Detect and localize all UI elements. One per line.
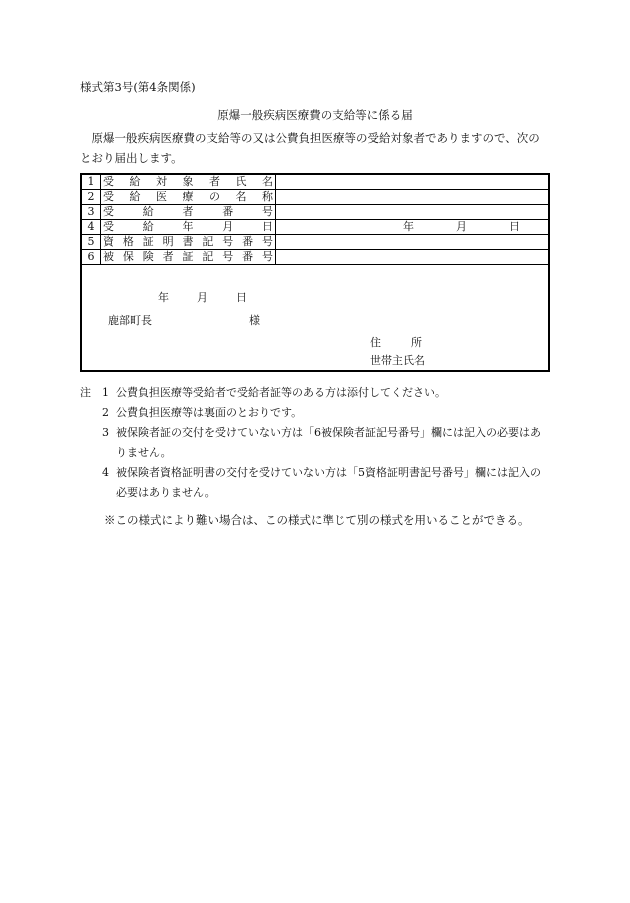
row-label-char: 給: [142, 205, 154, 218]
row-label-char: 保: [122, 250, 134, 263]
year-label: 年: [158, 291, 169, 304]
row-label-char: の: [209, 190, 220, 203]
day-label: 日: [236, 291, 247, 304]
row-label-char: 被: [103, 250, 114, 263]
row-label-char: 資: [103, 235, 114, 248]
row-label-char: 年: [182, 220, 194, 233]
year-label: 年: [403, 220, 414, 233]
address-label-char-1: 住: [370, 336, 381, 349]
row-number: 2: [82, 190, 101, 205]
row-label-char: 者: [162, 250, 174, 263]
intro-text: 原爆一般疾病医療費の支給等の又は公費負担医療等の受給対象者でありますので、次のとおり届出します。: [80, 131, 540, 165]
row-label-char: 号: [262, 205, 273, 218]
row-label-char: 険: [142, 250, 154, 263]
form-title: 原爆一般疾病医療費の支給等に係る届: [217, 108, 413, 122]
row-number: 4: [82, 220, 101, 235]
row-label-char: 番: [242, 250, 254, 263]
address-label[interactable]: [370, 334, 422, 350]
row-label: [101, 205, 276, 220]
row-label-char: 象: [182, 175, 194, 188]
row-label-char: 証: [182, 250, 194, 263]
row-label-char: 称: [262, 190, 273, 203]
note-text: 被保険者資格証明書の交付を受けていない方は「5資格証明書記号番号」欄には記入の必要はありません。: [116, 466, 541, 499]
note-text: 公費負担医療等は裏面のとおりです。: [116, 406, 303, 419]
row-label-char: 医: [156, 190, 167, 203]
form-box: [80, 173, 550, 372]
row-label-char: 月: [222, 220, 234, 233]
row-label-char: 療: [182, 190, 194, 203]
row-label-char: 受: [103, 175, 114, 188]
row-label-char: 番: [222, 205, 234, 218]
note-number: 1: [102, 386, 109, 399]
householder-name-label[interactable]: 世帯主氏名: [370, 354, 425, 367]
row-label-char: 給: [129, 175, 141, 188]
row-value-field[interactable]: [276, 175, 549, 190]
note-item: [80, 403, 550, 423]
row-label-char: 番: [242, 235, 254, 248]
form-table: [82, 175, 548, 265]
row-label-char: 日: [262, 220, 273, 233]
row-label-char: 格: [122, 235, 134, 248]
note-number: 4: [102, 466, 109, 479]
form-row-2: [82, 190, 548, 205]
note-prefix: [80, 403, 116, 423]
row-label-char: 号: [262, 250, 273, 263]
row-label: [101, 235, 276, 250]
row-label-char: 名: [235, 190, 247, 203]
note-mark: [80, 463, 102, 503]
note-mark: [80, 423, 102, 463]
row-label-char: 明: [162, 235, 174, 248]
form-row-5: [82, 235, 548, 250]
form-id: 様式第3号(第4条関係): [80, 80, 196, 94]
row-number: 5: [82, 235, 101, 250]
row-label-char: 記: [202, 250, 214, 263]
note-item: [80, 463, 550, 503]
row-label-char: 号: [222, 235, 234, 248]
row-label: [101, 175, 276, 190]
row-value-field[interactable]: [276, 235, 549, 250]
row-label-char: 受: [103, 190, 114, 203]
row-label-char: 給: [129, 190, 141, 203]
row-label: [101, 220, 276, 235]
row-label-char: 証: [142, 235, 154, 248]
row-number: 3: [82, 205, 101, 220]
row-value-field[interactable]: [276, 220, 549, 235]
note-prefix: [80, 463, 116, 503]
note-mark: 注: [80, 386, 91, 399]
row-label-char: 名: [262, 175, 273, 188]
declaration-area: [82, 279, 548, 370]
notes-section: [80, 383, 550, 503]
note-item: [80, 423, 550, 463]
row-label: [101, 190, 276, 205]
row-label-char: 者: [209, 175, 220, 188]
declaration-date[interactable]: [158, 289, 247, 305]
row-label-char: 受: [103, 205, 114, 218]
note-prefix: [80, 423, 116, 463]
month-label: 月: [197, 291, 208, 304]
recipient-label: 鹿部町長: [108, 314, 152, 327]
note-item: [80, 383, 550, 403]
note-text: 公費負担医療等受給者で受給者証等のある方は添付してください。: [116, 386, 446, 399]
row-label-char: 記: [202, 235, 214, 248]
row-label-char: 書: [182, 235, 194, 248]
row-label: [101, 250, 276, 265]
row-number: 6: [82, 250, 101, 265]
row-label-char: 給: [142, 220, 154, 233]
note-prefix: [80, 383, 116, 403]
date-fields: [403, 220, 520, 234]
note-number: 2: [102, 406, 109, 419]
row-label-char: 氏: [235, 175, 247, 188]
footer-note: ※この様式により難い場合は、この様式に準じて別の様式を用いることができる。: [104, 513, 530, 527]
note-mark: [80, 403, 102, 423]
row-label-char: 者: [182, 205, 194, 218]
month-label: 月: [456, 220, 467, 233]
day-label: 日: [509, 220, 520, 233]
form-row-3: [82, 205, 548, 220]
form-row-6: [82, 250, 548, 265]
row-value-field[interactable]: [276, 205, 549, 220]
sama-label: 様: [249, 314, 260, 327]
row-label-char: 対: [156, 175, 167, 188]
note-text: 被保険者証の交付を受けていない方は「6被保険者証記号番号」欄には記入の必要はありません。: [116, 426, 541, 459]
row-label-char: 受: [103, 220, 114, 233]
form-row-1: [82, 175, 548, 190]
row-number: 1: [82, 175, 101, 190]
row-label-char: 号: [222, 250, 234, 263]
note-number: 3: [102, 426, 109, 439]
address-label-char-2: 所: [411, 336, 422, 349]
form-row-4: [82, 220, 548, 235]
row-value-field[interactable]: [276, 190, 549, 205]
row-label-char: 号: [262, 235, 273, 248]
row-value-field[interactable]: [276, 250, 549, 265]
